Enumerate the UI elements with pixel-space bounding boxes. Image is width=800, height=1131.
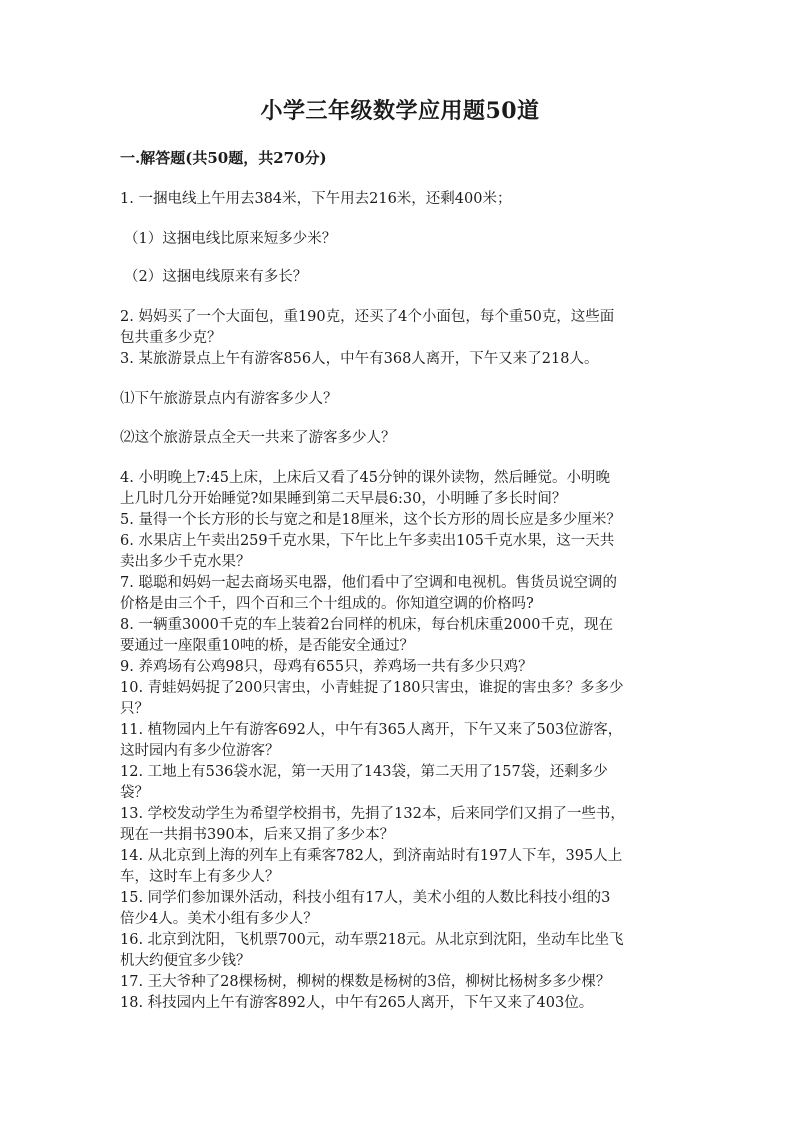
question-line: 18. 科技园内上午有游客892人，中午有265人离开，下午又来了403位。 [120,995,594,1011]
question-line: 要通过一座限重10吨的桥，是否能安全通过？ [120,638,414,654]
question-line: 卖出多少千克水果？ [120,554,251,570]
question-line: 车，这时车上有多少人？ [120,869,280,885]
question-line: 14. 从北京到上海的列车上有乘客782人，到济南站时有197人下车，395人上 [120,848,623,864]
question-line: 12. 工地上有536袋水泥，第一天用了143袋，第二天用了157袋，还剩多少 [120,764,608,780]
question-line: ⑴下午旅游景点内有游客多少人？ [120,391,338,407]
question-line: 16. 北京到沈阳，飞机票700元，动车票218元。从北京到沈阳，坐动车比坐飞 [120,932,624,948]
question-line: 包共重多少克？ [120,330,222,346]
question-line: 10. 青蛙妈妈捉了200只害虫，小青蛙捉了180只害虫，谁捉的害虫多？多多少 [120,680,624,696]
question-line: 2. 妈妈买了一个大面包，重190克，还买了4个小面包，每个重50克，这些面 [120,309,615,325]
question-line: 3. 某旅游景点上午有游客856人，中午有368人离开，下午又来了218人。 [120,351,599,367]
question-line: 13. 学校发动学生为希望学校捐书，先捐了132本，后来同学们又捐了一些书， [120,806,625,822]
question-line: 只？ [120,701,149,717]
question-line: 倍少4人。美术小组有多少人？ [120,911,318,927]
question-line: 现在一共捐书390本，后来又捐了多少本？ [120,827,395,843]
question-line: 15. 同学们参加课外活动，科技小组有17人，美术小组的人数比科技小组的3 [120,890,611,906]
question-line: 这时园内有多少位游客？ [120,743,280,759]
question-line: 5. 量得一个长方形的长与宽之和是18厘米，这个长方形的周长应是多少厘米？ [120,512,621,528]
question-line: 8. 一辆重3000千克的车上装着2台同样的机床，每台机床重2000千克，现在 [120,617,613,633]
question-line: 1. 一捆电线上午用去384米，下午用去216米，还剩400米； [120,191,512,207]
question-line: 11. 植物园内上午有游客692人，中午有365人离开，下午又来了503位游客， [120,722,623,738]
question-line: ⑵这个旅游景点全天一共来了游客多少人？ [120,430,396,446]
question-line: 价格是由三个千，四个百和三个十组成的。你知道空调的价格吗? [120,596,534,612]
question-line: 袋？ [120,785,149,801]
question-line: 机大约便宜多少钱？ [120,953,251,969]
question-line: 上几时几分开始睡觉?如果睡到第二天早晨6:30，小明睡了多长时间？ [120,491,567,507]
question-line: 7. 聪聪和妈妈一起去商场买电器，他们看中了空调和电视机。售货员说空调的 [120,575,617,591]
question-line: （2）这捆电线原来有多长？ [124,269,308,285]
question-line: 9. 养鸡场有公鸡98只，母鸡有655只，养鸡场一共有多少只鸡？ [120,659,533,675]
question-line: 4. 小明晚上7:45上床，上床后又看了45分钟的课外读物，然后睡觉。小明晚 [120,470,610,486]
document-title: 小学三年级数学应用题50道 [260,98,540,124]
question-line: 6. 水果店上午卖出259千克水果，下午比上午多卖出105千克水果，这一天共 [120,533,615,549]
question-line: 17. 王大爷种了28棵杨树，柳树的棵数是杨树的3倍，柳树比杨树多多少棵？ [120,974,611,990]
question-line: （1）这捆电线比原来短多少米？ [124,231,337,247]
section-heading: 一.解答题(共50题，共270分) [120,149,327,167]
